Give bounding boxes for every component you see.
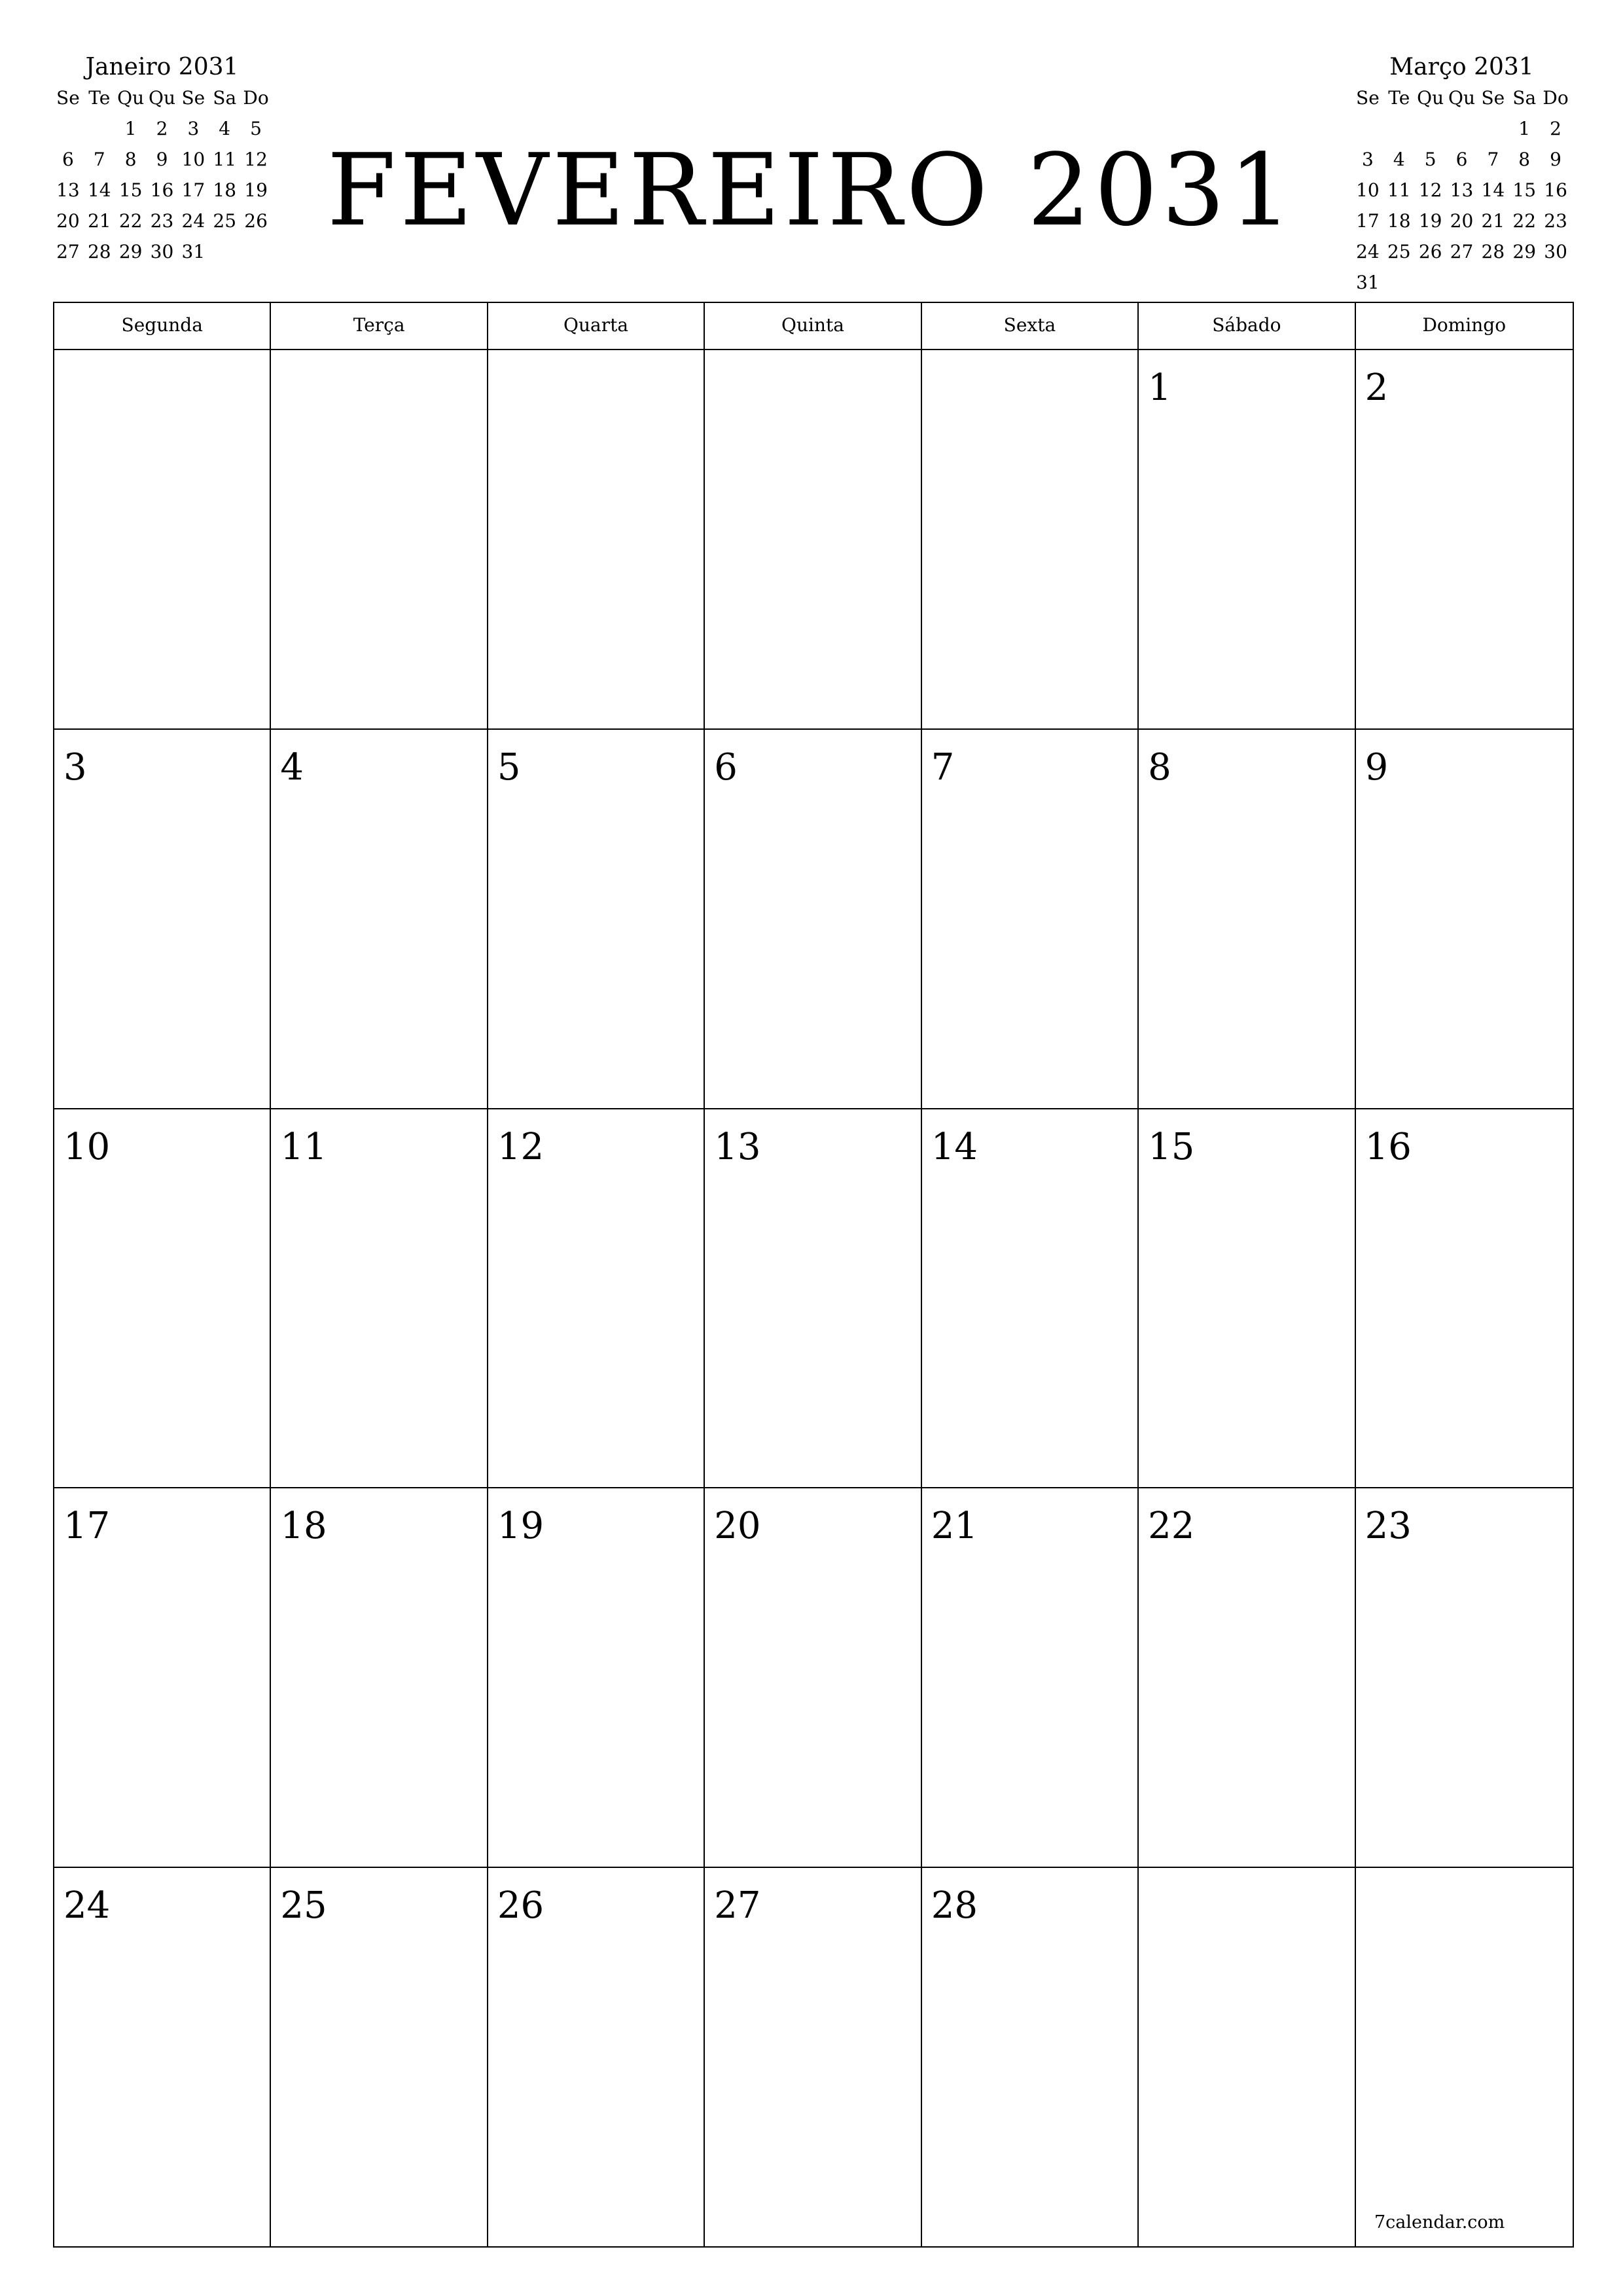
month-calendar-grid: [53, 302, 1574, 2248]
day-number: 12: [497, 1125, 544, 1168]
mini-calendar-grid: [1352, 82, 1571, 298]
day-number: 20: [714, 1505, 761, 1548]
mini-day: 28: [87, 241, 111, 262]
day-cell[interactable]: [1356, 1109, 1573, 1489]
mini-day: 29: [118, 241, 143, 262]
day-number: 25: [280, 1884, 327, 1928]
day-number: 10: [63, 1125, 111, 1168]
day-number: 11: [280, 1125, 327, 1168]
weekday-header: Sábado: [1139, 303, 1355, 349]
day-cell[interactable]: [54, 1868, 271, 2248]
mini-weekday-label: Se: [1481, 87, 1505, 109]
mini-day: 26: [1418, 241, 1442, 262]
mini-day: 26: [244, 210, 268, 232]
mini-day: [1477, 113, 1508, 144]
day-number: 13: [714, 1125, 761, 1168]
mini-day: 12: [1418, 179, 1442, 201]
weekday-header: Sexta: [922, 303, 1139, 349]
mini-day: 22: [1512, 210, 1537, 232]
mini-day: 3: [187, 118, 200, 139]
mini-weekday-label: Sa: [1512, 87, 1537, 109]
mini-day: 7: [1487, 149, 1499, 170]
day-cell[interactable]: [271, 350, 488, 730]
day-cell[interactable]: [271, 1109, 488, 1489]
day-number: 27: [714, 1884, 761, 1928]
mini-day: 31: [1356, 272, 1380, 293]
mini-weekday-label: Do: [1543, 87, 1569, 109]
mini-day: 4: [219, 118, 231, 139]
day-cell[interactable]: [1139, 1868, 1355, 2248]
day-cell[interactable]: [54, 730, 271, 1109]
day-cell[interactable]: [922, 730, 1139, 1109]
mini-weekday-label: Se: [181, 87, 205, 109]
day-number: 21: [931, 1505, 978, 1548]
mini-day: 1: [124, 118, 137, 139]
mini-day: 19: [244, 179, 268, 201]
day-cell[interactable]: [705, 1488, 921, 1868]
mini-day: 3: [1362, 149, 1374, 170]
day-cell[interactable]: [271, 1868, 488, 2248]
mini-day: [1508, 267, 1540, 298]
mini-calendar-title: Janeiro 2031: [85, 54, 239, 81]
mini-day: 24: [1356, 241, 1380, 262]
day-cell[interactable]: [922, 1109, 1139, 1489]
mini-day: 20: [56, 210, 80, 232]
mini-day: 13: [56, 179, 80, 201]
day-cell[interactable]: [1139, 350, 1355, 730]
mini-day: 24: [181, 210, 205, 232]
day-cell[interactable]: [922, 350, 1139, 730]
weekday-header: Quarta: [488, 303, 705, 349]
mini-day: 28: [1481, 241, 1505, 262]
day-cell[interactable]: [54, 1109, 271, 1489]
day-number: 17: [63, 1505, 111, 1548]
mini-day: 30: [1544, 241, 1567, 262]
mini-day: 14: [87, 179, 111, 201]
day-cell[interactable]: [54, 1488, 271, 1868]
mini-day: [1383, 267, 1415, 298]
mini-day: [1446, 113, 1478, 144]
weekday-header-row: [54, 303, 1573, 350]
day-cell[interactable]: [705, 1109, 921, 1489]
mini-day: 21: [87, 210, 111, 232]
day-cell[interactable]: [1139, 1109, 1355, 1489]
mini-weekday-label: Do: [243, 87, 269, 109]
weekday-header: Segunda: [54, 303, 271, 349]
day-number: 8: [1148, 745, 1171, 789]
mini-day: [1352, 113, 1383, 144]
mini-day: 22: [118, 210, 143, 232]
day-cell[interactable]: [488, 1488, 705, 1868]
day-number: 4: [280, 745, 304, 789]
day-cell[interactable]: [1356, 1868, 1573, 2248]
mini-weekday-label: Qu: [1417, 87, 1444, 109]
mini-weekday-label: Qu: [1448, 87, 1475, 109]
day-cell[interactable]: [705, 350, 921, 730]
mini-day: 8: [124, 149, 137, 170]
mini-day: 15: [118, 179, 143, 201]
mini-day: 16: [150, 179, 174, 201]
mini-day: 16: [1544, 179, 1567, 201]
mini-day: 25: [1387, 241, 1411, 262]
day-cell[interactable]: [271, 730, 488, 1109]
day-cell[interactable]: [705, 1868, 921, 2248]
mini-day: 19: [1418, 210, 1442, 232]
mini-day: 10: [181, 149, 205, 170]
weekday-header: Terça: [271, 303, 488, 349]
day-cell[interactable]: [1139, 1488, 1355, 1868]
day-cell[interactable]: [271, 1488, 488, 1868]
mini-day: 15: [1512, 179, 1537, 201]
mini-day: 31: [181, 241, 205, 262]
calendar-weeks: [54, 350, 1573, 2248]
mini-day: 21: [1481, 210, 1505, 232]
day-cell[interactable]: [1139, 730, 1355, 1109]
mini-day: 30: [150, 241, 174, 262]
mini-day: 12: [244, 149, 268, 170]
mini-day: 18: [1387, 210, 1411, 232]
mini-day: [52, 267, 84, 298]
mini-day: 2: [1550, 118, 1561, 139]
mini-day: [1446, 267, 1478, 298]
site-credit: 7calendar.com: [1374, 2212, 1505, 2233]
day-cell[interactable]: [488, 1868, 705, 2248]
day-number: 16: [1364, 1125, 1412, 1168]
day-cell[interactable]: [1356, 730, 1573, 1109]
mini-day: 14: [1481, 179, 1505, 201]
day-number: 14: [931, 1125, 978, 1168]
day-number: 23: [1364, 1505, 1412, 1548]
mini-calendar-march: [1352, 52, 1571, 298]
mini-day: 5: [250, 118, 262, 139]
mini-day: [209, 236, 240, 267]
mini-weekday-label: Te: [88, 87, 111, 109]
mini-day: 23: [1544, 210, 1567, 232]
day-number: 1: [1148, 367, 1171, 409]
day-number: 3: [63, 745, 87, 789]
day-number: 9: [1364, 745, 1389, 789]
mini-day: 10: [1356, 179, 1380, 201]
mini-day: [1540, 267, 1571, 298]
mini-day: [84, 113, 115, 144]
mini-day: 11: [1387, 179, 1411, 201]
weekday-header: Quinta: [705, 303, 921, 349]
mini-day: [1383, 113, 1415, 144]
mini-day: [52, 113, 84, 144]
day-number: 28: [931, 1884, 978, 1928]
day-number: 2: [1364, 367, 1389, 409]
mini-day: 17: [181, 179, 205, 201]
mini-day: 7: [93, 149, 105, 170]
day-number: 15: [1148, 1125, 1195, 1168]
day-number: 22: [1148, 1505, 1195, 1548]
mini-weekday-label: Qu: [148, 87, 175, 109]
day-cell[interactable]: [488, 730, 705, 1109]
day-cell[interactable]: [54, 350, 271, 730]
day-number: 18: [280, 1505, 327, 1548]
mini-day: 1: [1518, 118, 1531, 139]
weekday-header: Domingo: [1422, 314, 1507, 336]
day-number: 19: [497, 1505, 544, 1548]
mini-day: 6: [1455, 149, 1468, 170]
mini-day: 9: [1550, 149, 1561, 170]
day-number: 7: [931, 745, 955, 789]
day-cell[interactable]: [922, 1488, 1139, 1868]
day-number: 5: [497, 745, 521, 789]
mini-day: 29: [1512, 241, 1537, 262]
mini-day: 9: [156, 149, 168, 170]
mini-day: 4: [1393, 149, 1405, 170]
day-number: 26: [497, 1884, 544, 1928]
mini-day: [1477, 267, 1508, 298]
mini-day: 27: [1450, 241, 1474, 262]
mini-day: [240, 236, 272, 267]
mini-calendar-title: Março 2031: [1389, 54, 1534, 81]
mini-weekday-label: Te: [1388, 87, 1410, 109]
mini-day: 23: [150, 210, 174, 232]
mini-day: [1415, 113, 1446, 144]
day-cell[interactable]: [1356, 350, 1573, 730]
mini-day: 17: [1356, 210, 1380, 232]
page-title: FEVEREIRO 2031: [327, 132, 1296, 248]
mini-day: [1415, 267, 1446, 298]
day-cell[interactable]: [1356, 1488, 1573, 1868]
mini-day: 11: [213, 149, 237, 170]
mini-day: 13: [1450, 179, 1474, 201]
day-cell[interactable]: [488, 1109, 705, 1489]
mini-weekday-label: Se: [56, 87, 80, 109]
day-cell[interactable]: [922, 1868, 1139, 2248]
day-cell[interactable]: [705, 730, 921, 1109]
mini-weekday-label: Qu: [117, 87, 145, 109]
mini-day: 25: [213, 210, 237, 232]
mini-weekday-label: Se: [1356, 87, 1380, 109]
mini-day: 2: [156, 118, 168, 139]
mini-day: 8: [1518, 149, 1531, 170]
day-number: 24: [63, 1884, 111, 1928]
mini-day: 20: [1450, 210, 1474, 232]
mini-day: 6: [62, 149, 74, 170]
mini-day: 5: [1424, 149, 1436, 170]
mini-day: 27: [56, 241, 80, 262]
day-number: 6: [714, 745, 738, 789]
mini-day: 18: [213, 179, 237, 201]
mini-weekday-label: Sa: [213, 87, 237, 109]
day-cell[interactable]: [488, 350, 705, 730]
